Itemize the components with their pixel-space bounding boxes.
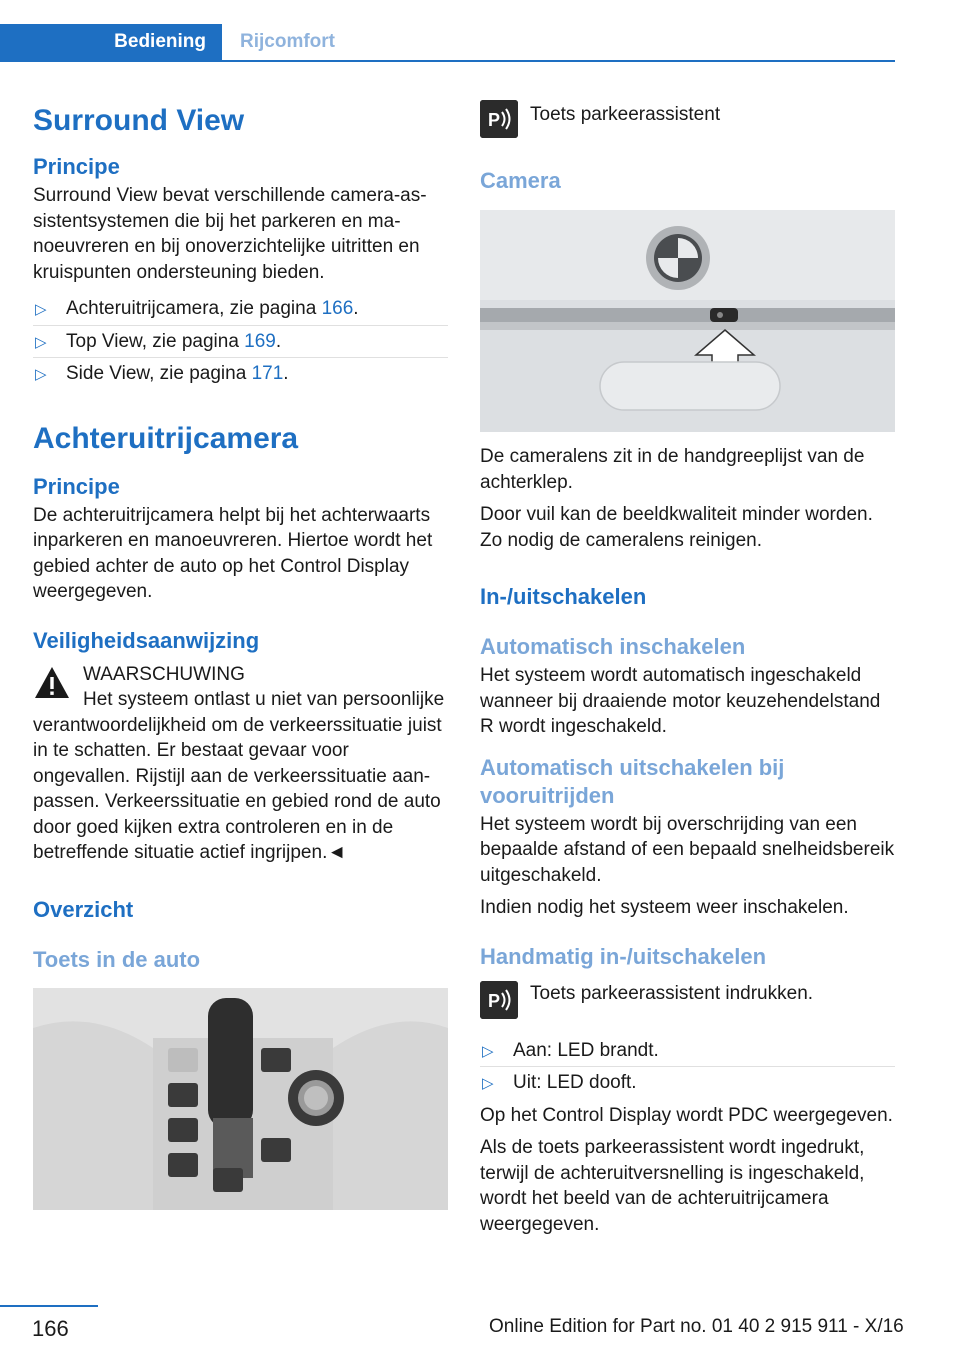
heading-in-uitschakelen: In-/uitschakelen [480, 584, 647, 609]
heading-toets-in-de-auto: Toets in de auto [33, 946, 201, 972]
left-column [33, 100, 448, 1210]
heading-camera: Camera [480, 168, 561, 193]
center-console-illustration [33, 988, 448, 1210]
svg-text:P: P [488, 110, 501, 130]
warning-title: WAARSCHUWING [83, 663, 245, 685]
heading-principe: Principe [33, 473, 120, 499]
led-bullet-list [480, 1035, 895, 1099]
triangle-bullet-icon: ▷ [35, 301, 47, 318]
chapter-tabbar [0, 24, 895, 62]
svg-text:P: P [488, 990, 501, 1011]
tab-bediening[interactable]: Bediening [0, 24, 222, 60]
paragraph-achteruitrijcamera: De achteruitrijcamera helpt bij het achterwaarts inparkeren en manoeuvreren. Hiertoe wordt het gebied achter de auto op het Control Display weergegeven. [33, 504, 433, 602]
parking-assistant-key-icon [480, 100, 518, 138]
heading-principe: Principe [33, 154, 120, 179]
paragraph-camera-clean: Door vuil kan de beeldkwaliteit minder worden. Zo nodig de cameralens reinigen. [480, 504, 873, 551]
right-column [480, 100, 895, 1237]
key-legend-label: Toets parkeerassistent [530, 104, 721, 125]
heading-handmatig: Handmatig in-/uitschakelen [480, 943, 767, 969]
paragraph-final: Als de toets parkeerassistent wordt ingedrukt, terwijl de achteruitversnelling is ingeschakeld, wordt het beeld van de achteruitrijcamera weergegeven. [480, 1137, 865, 1235]
list-item: ▷ Top View, zie pagina 169. [33, 325, 448, 358]
page-number: 166 [32, 1316, 69, 1341]
list-item: ▷ Aan: LED brandt. [480, 1035, 895, 1067]
tab-rijcomfort[interactable]: Rijcomfort [240, 31, 335, 52]
heading-automatisch-inschakelen: Automatisch inschakelen [480, 634, 746, 659]
paragraph-camera-lens: De cameralens zit in de handgreeplijst van de achterklep. [480, 446, 865, 493]
list-item: ▷ Side View, zie pagina 171. [33, 357, 448, 390]
heading-surround-view: Surround View [33, 104, 245, 137]
page-link[interactable]: 169 [244, 330, 276, 352]
rear-camera-photo [480, 210, 895, 432]
paragraph-surround: Surround View bevat verschillende camera-assistentsystemen die bij het parkeren en manoeuvreren en bij onoverzichtelijke uitritten en kruispunten ondersteuning bieden. [33, 185, 427, 283]
paragraph-weer-inschakelen: Indien nodig het systeem weer inschakelen. [480, 897, 849, 918]
rear-camera-illustration [480, 210, 895, 432]
triangle-bullet-icon: ▷ [482, 1042, 494, 1060]
list-item: ▷ Uit: LED dooft. [480, 1066, 895, 1099]
triangle-bullet-icon: ▷ [35, 366, 47, 383]
footer-rule [0, 1305, 98, 1307]
edition-note: Online Edition for Part no. 01 40 2 915 911 - X/16 [489, 1316, 904, 1337]
heading-veiligheidsaanwijzing: Veiligheidsaanwijzing [33, 627, 260, 653]
key-legend-row [480, 100, 895, 140]
center-console-photo [33, 988, 448, 1210]
page-link[interactable]: 166 [321, 298, 354, 319]
parking-assistant-key-icon [480, 981, 518, 1019]
triangle-bullet-icon: ▷ [482, 1075, 494, 1092]
page-link[interactable]: 171 [251, 363, 284, 384]
key-press-row [480, 981, 895, 1021]
surround-bullet-list [33, 293, 448, 390]
warning-block [33, 662, 448, 866]
paragraph-automatisch-uitschakelen: Het systeem wordt bij overschrijding van een bepaalde afstand of een bepaald snelheidsbereik uitgeschakeld. [480, 813, 895, 886]
paragraph-pdc: Op het Control Display wordt PDC weergegeven. [480, 1104, 893, 1126]
heading-overzicht: Overzicht [33, 896, 134, 922]
warning-triangle-icon [33, 664, 71, 702]
heading-automatisch-uitschakelen: Automatisch uitschakelen bij vooruitrijden [480, 754, 785, 808]
warning-text: Het systeem ontlast u niet van persoonlijke verantwoordelijkheid om de verkeerssituatie juist in te schatten. Er bestaat gevaar voor ongevallen. Rijstijl aan de verkeerssituatie aanpassen. Verkeerssituatie en gebied rond de auto door goed kijken extra controleren en in de betreffende situatie actief ingrijpen.◄ [33, 689, 445, 863]
paragraph-automatisch-inschakelen: Het systeem wordt automatisch ingeschakeld wanneer bij draaiende motor keuzehendelstand R wordt ingeschakeld. [480, 665, 881, 737]
triangle-bullet-icon: ▷ [35, 333, 47, 351]
heading-achteruitrijcamera: Achteruitrijcamera [33, 421, 299, 455]
key-press-label: Toets parkeerassistent indrukken. [530, 982, 814, 1004]
list-item: ▷ Achteruitrijcamera, zie pagina 166. [33, 293, 448, 325]
